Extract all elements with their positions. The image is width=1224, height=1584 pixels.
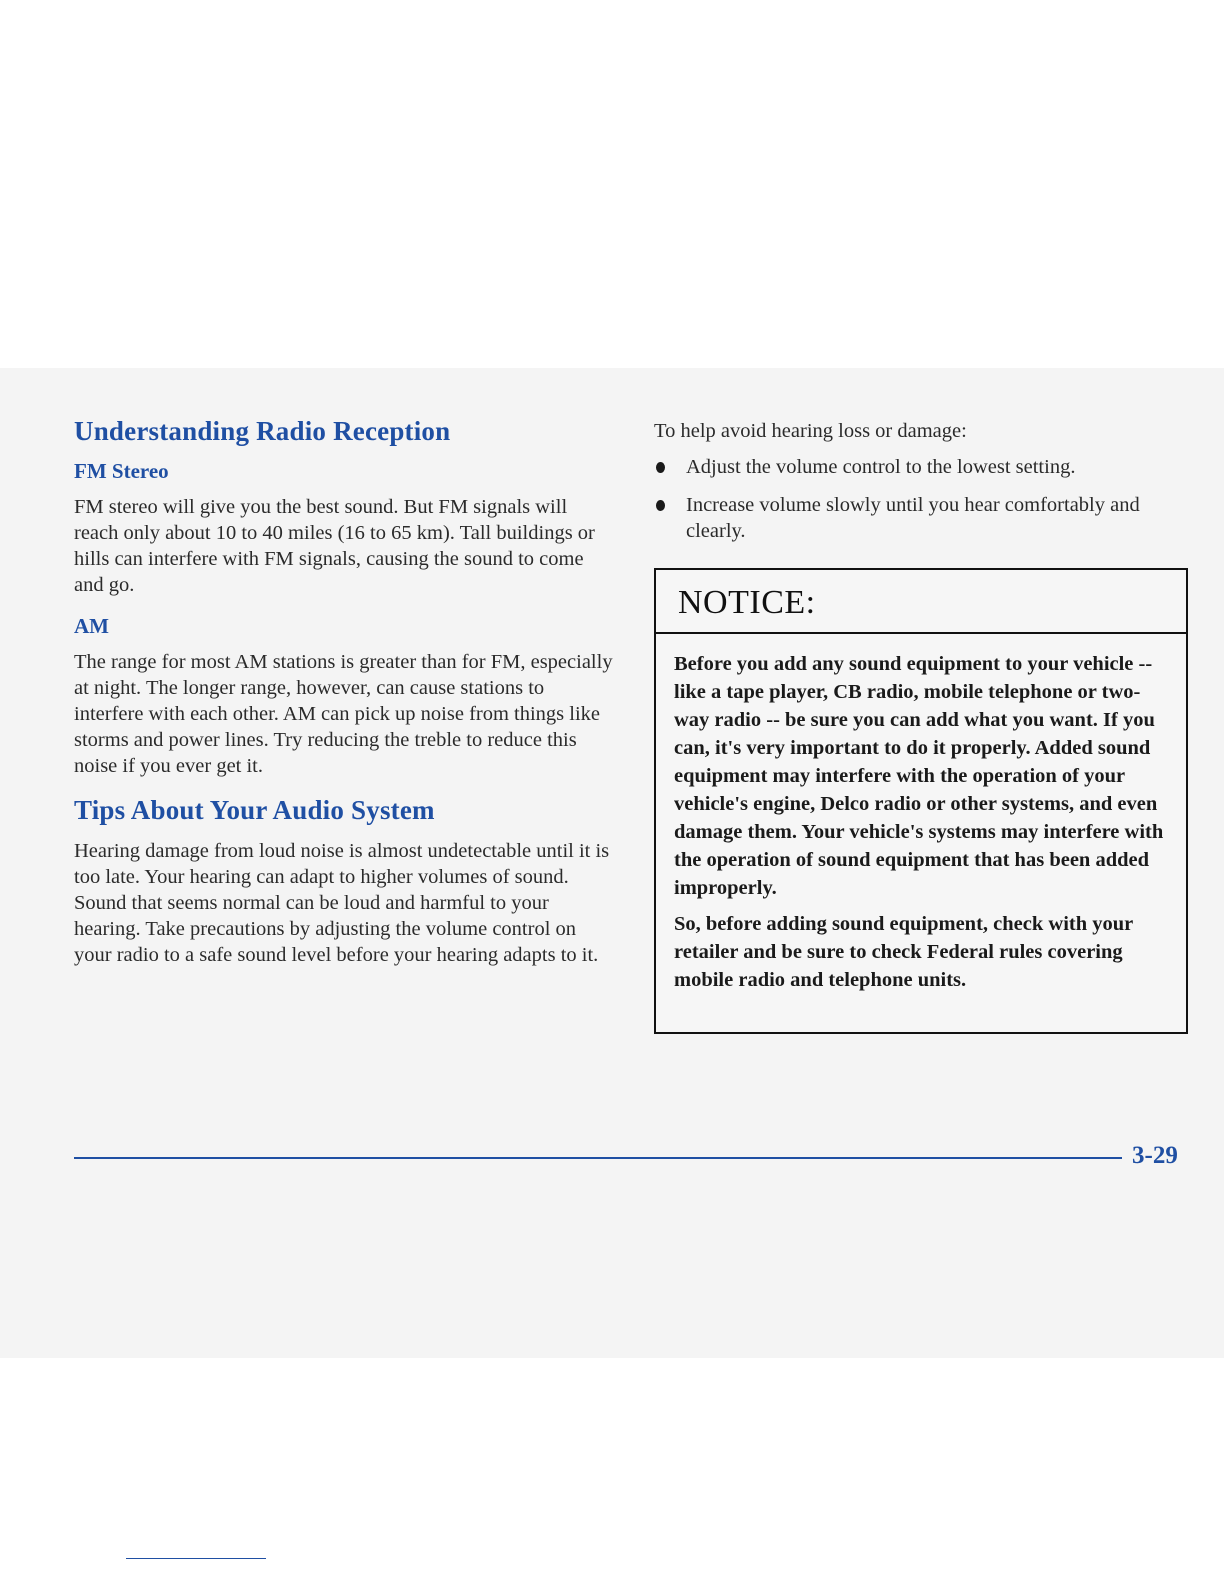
fm-stereo-paragraph: FM stereo will give you the best sound. But FM signals will reach only about 10 to 40 miles (16 to 65 km). Tall buildings or hills can interfere with FM signals, causing the sound to come and go. [74, 496, 595, 596]
list-item [654, 492, 1194, 544]
left-column [74, 416, 614, 984]
notice-paragraph-2: So, before adding sound equipment, check with your retailer and be sure to check Federal rules covering mobile radio and telephone units. [674, 913, 1133, 991]
page-number: 3-29 [1132, 1142, 1178, 1169]
hearing-tips-list [654, 454, 1194, 544]
audio-tips-paragraph: Hearing damage from loud noise is almost undetectable until it is too late. Your hearing can adapt to higher volumes of sound. Sound that seems normal can be loud and harmful to your hearing. Take precautions by adjusting the volume control on your radio to a safe sound level before your hearing adapts to it. [74, 840, 610, 966]
fm-stereo-heading: FM Stereo [74, 459, 169, 483]
list-item-text: Adjust the volume control to the lowest setting. [686, 456, 1076, 478]
list-item [654, 454, 1194, 480]
notice-body [656, 634, 1186, 994]
section-title-audio-tips: Tips About Your Audio System [74, 795, 435, 825]
hearing-intro-text: To help avoid hearing loss or damage: [654, 420, 967, 442]
bullet-icon [656, 462, 665, 473]
bottom-rule-mark [126, 1558, 266, 1559]
am-paragraph: The range for most AM stations is greater than for FM, especially at night. The longer range, however, can cause stations to interfere with each other. AM can pick up noise from things like storms and power lines. Try reducing the treble to reduce this noise if you ever get it. [74, 651, 613, 777]
notice-box [654, 568, 1188, 1034]
list-item-text: Increase volume slowly until you hear comfortably and clearly. [686, 494, 1140, 542]
notice-title: NOTICE: [656, 570, 1186, 634]
footer-rule [74, 1157, 1122, 1159]
am-heading: AM [74, 614, 109, 638]
right-column [654, 418, 1194, 556]
bullet-icon [656, 500, 665, 511]
notice-paragraph-1: Before you add any sound equipment to your vehicle -- like a tape player, CB radio, mobile telephone or two-way radio -- be sure you can add what you want. If you can, it's very important to do it properly. Added sound equipment may interfere with the operation of your vehicle's engine, Delco radio or other systems, and even damage them. Your vehicle's systems may interfere with the operation of sound equipment that has been added improperly. [674, 653, 1164, 899]
section-title-radio-reception: Understanding Radio Reception [74, 416, 451, 446]
